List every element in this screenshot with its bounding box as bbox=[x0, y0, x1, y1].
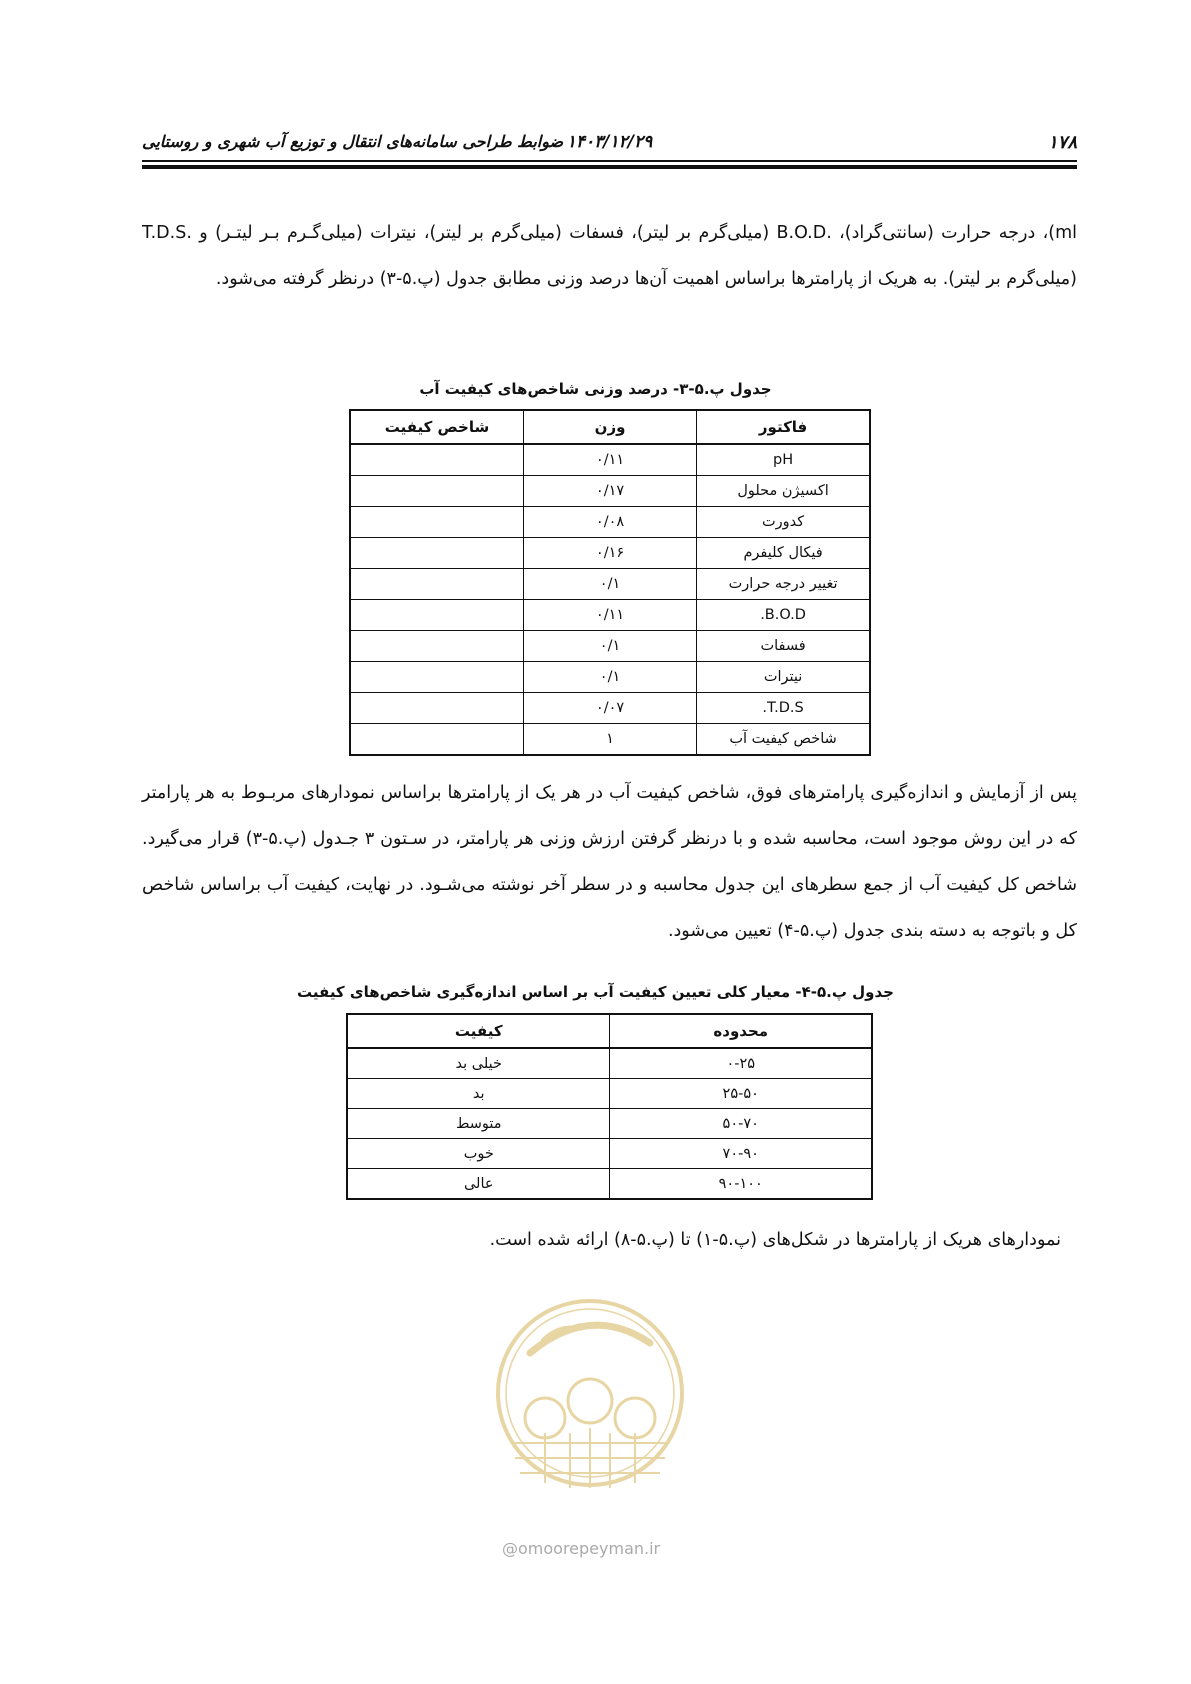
cell-weight: ۰/۱ bbox=[523, 662, 696, 693]
cell-factor: فسفات bbox=[697, 631, 870, 662]
cell-factor: pH bbox=[697, 444, 870, 476]
header-range: محدوده bbox=[610, 1014, 872, 1048]
table-row bbox=[350, 476, 870, 507]
cell-weight: ۰/۱۷ bbox=[523, 476, 696, 507]
table-row bbox=[347, 1079, 872, 1109]
cell-factor: T.D.S. bbox=[697, 693, 870, 724]
cell-index bbox=[350, 631, 523, 662]
table-row bbox=[347, 1048, 872, 1079]
cell-weight: ۰/۱۱ bbox=[523, 600, 696, 631]
table-row bbox=[350, 724, 870, 756]
cell-quality: خوب bbox=[347, 1139, 610, 1169]
cell-quality: بد bbox=[347, 1079, 610, 1109]
header-rule-thick bbox=[142, 165, 1077, 169]
quality-criteria-table bbox=[346, 1013, 873, 1200]
cell-factor: فیکال کلیفرم bbox=[697, 538, 870, 569]
cell-range: ۹۰-۱۰۰ bbox=[610, 1169, 872, 1200]
table-row bbox=[350, 569, 870, 600]
cell-factor: نیترات bbox=[697, 662, 870, 693]
table-header-row bbox=[350, 410, 870, 444]
page-number: ۱۷۸ bbox=[1047, 132, 1077, 153]
cell-factor: کدورت bbox=[697, 507, 870, 538]
cell-factor: اکسیژن محلول bbox=[697, 476, 870, 507]
page-header bbox=[142, 128, 1077, 160]
table-header-row bbox=[347, 1014, 872, 1048]
cell-index bbox=[350, 662, 523, 693]
cell-range: ۷۰-۹۰ bbox=[610, 1139, 872, 1169]
cell-quality: خیلی بد bbox=[347, 1048, 610, 1079]
cell-index bbox=[350, 507, 523, 538]
cell-quality: متوسط bbox=[347, 1109, 610, 1139]
table-row bbox=[350, 538, 870, 569]
table-row bbox=[347, 1109, 872, 1139]
cell-index bbox=[350, 693, 523, 724]
cell-factor: تغییر درجه حرارت bbox=[697, 569, 870, 600]
cell-index bbox=[350, 476, 523, 507]
cell-factor: B.O.D. bbox=[697, 600, 870, 631]
paragraph-figures: نمودارهای هریک از پارامترها در شکل‌های (پ.۵-۱) تا (پ.۵-۸) ارائه شده است. bbox=[489, 1230, 1061, 1250]
cell-weight: ۰/۰۷ bbox=[523, 693, 696, 724]
cell-index bbox=[350, 724, 523, 756]
cell-index bbox=[350, 600, 523, 631]
cell-weight: ۰/۱۱ bbox=[523, 444, 696, 476]
table2-caption: جدول پ.۵-۴- معیار کلی تعیین کیفیت آب بر اساس اندازه‌گیری شاخص‌های کیفیت bbox=[297, 983, 894, 1001]
header-factor: فاکتور bbox=[697, 410, 870, 444]
cell-index bbox=[350, 444, 523, 476]
cell-weight: ۱ bbox=[523, 724, 696, 756]
table-row bbox=[350, 662, 870, 693]
table-row bbox=[347, 1139, 872, 1169]
cell-factor: شاخص کیفیت آب bbox=[697, 724, 870, 756]
watermark-logo bbox=[490, 1283, 690, 1503]
header-quality: کیفیت bbox=[347, 1014, 610, 1048]
cell-weight: ۰/۱ bbox=[523, 631, 696, 662]
paragraph-method: پس از آزمایش و اندازه‌گیری پارامترهای فوق، شاخص کیفیت آب در هر یک از پارامترها براساس نمودارهای مربـوط به هر پارامتر که در این روش موجود است، محاسبه شده و با درنظر گرفتن ارزش وزنی هر پارامتر، در سـتون ۳ جـدول (پ.۵-۳) قرار می‌گیرد. شاخص کل کیفیت آب از جمع سطرهای این جدول محاسبه و در سطر آخر نوشته می‌شـود. در نهایت، کیفیت آب براساس شاخص کل و باتوجه به دسته بندی جدول (پ.۵-۴) تعیین می‌شود. bbox=[142, 783, 1077, 941]
header-rule-thin bbox=[142, 160, 1077, 162]
cell-weight: ۰/۱۶ bbox=[523, 538, 696, 569]
table-row bbox=[350, 600, 870, 631]
cell-range: ۰-۲۵ bbox=[610, 1048, 872, 1079]
cell-quality: عالی bbox=[347, 1169, 610, 1200]
header-quality-index: شاخص کیفیت bbox=[350, 410, 523, 444]
cell-range: ۲۵-۵۰ bbox=[610, 1079, 872, 1109]
table-row bbox=[350, 631, 870, 662]
cell-weight: ۰/۰۸ bbox=[523, 507, 696, 538]
cell-index bbox=[350, 569, 523, 600]
header-date: ۱۴۰۳/۱۲/۲۹ bbox=[566, 132, 653, 152]
cell-weight: ۰/۱ bbox=[523, 569, 696, 600]
weights-table bbox=[349, 409, 871, 756]
table-row bbox=[350, 507, 870, 538]
cell-range: ۵۰-۷۰ bbox=[610, 1109, 872, 1139]
header-title: ضوابط طراحی سامانه‌های انتقال و توزیع آب شهری و روستایی bbox=[142, 132, 564, 151]
cell-index bbox=[350, 538, 523, 569]
table-row bbox=[347, 1169, 872, 1200]
header-weight: وزن bbox=[523, 410, 696, 444]
watermark-url: @omoorepeyman.ir bbox=[502, 1539, 661, 1558]
table-row bbox=[350, 693, 870, 724]
paragraph-intro: ml)، درجه حرارت (سانتی‌گراد)، .B.O.D (میلی‌گرم بر لیتر)، فسفات (میلی‌گرم بر لیتر)، نیترات (میلی‌گـرم بـر لیتـر) و .T.D.S (میلی‌گرم بر لیتر). به هریک از پارامترها براساس اهمیت آن‌ها درصد وزنی مطابق جدول (پ.۵-۳) درنظر گرفته می‌شود. bbox=[142, 223, 1077, 289]
table1-caption: جدول پ.۵-۳- درصد وزنی شاخص‌های کیفیت آب bbox=[419, 380, 772, 398]
table-row bbox=[350, 444, 870, 476]
